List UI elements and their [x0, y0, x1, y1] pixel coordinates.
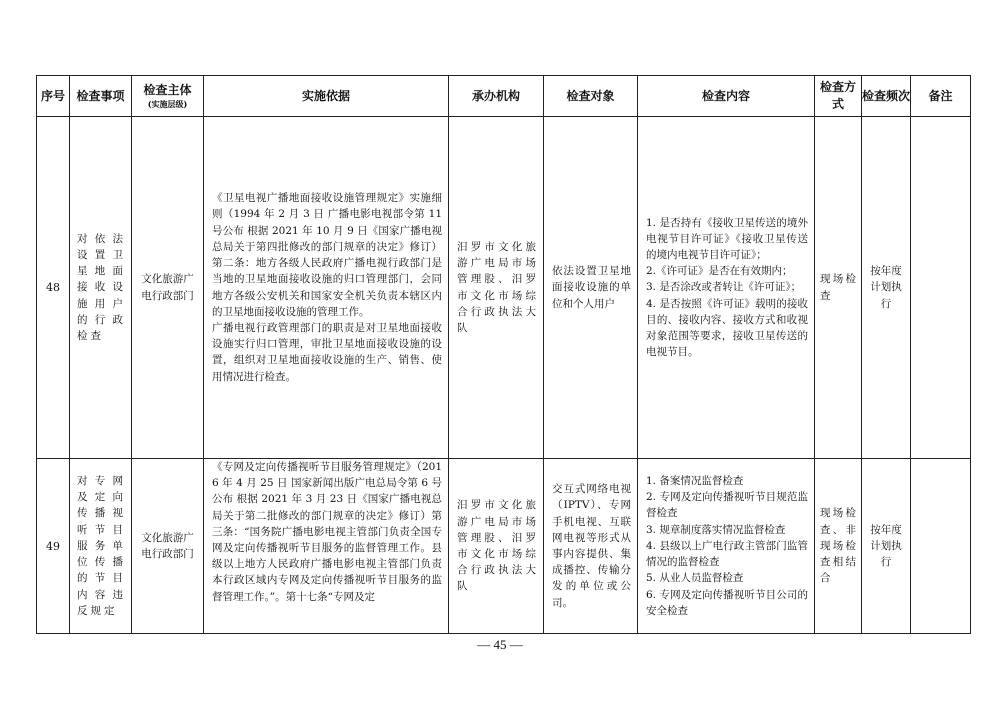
header-method: 检查方式: [815, 76, 862, 117]
header-freq: 检查频次: [862, 76, 911, 117]
page-number: — 45 —: [477, 637, 523, 652]
header-subject: [132, 76, 204, 117]
inspection-table: [36, 75, 971, 634]
cell-freq: 按年度计划执行: [862, 459, 911, 634]
cell-object: 交互式网络电视（IPTV）、专网手机电视、互联网电视等形式从事内容提供、集成播控、传输分发的单位或公司。: [544, 459, 638, 634]
cell-object: 依法设置卫星地面接收设施的单位和个人用户: [544, 117, 638, 459]
cell-item: 对专网及定向传播视听节目服务单位传播的节目内容违反规定: [70, 459, 132, 634]
header-subject-label: 检查主体: [143, 83, 192, 97]
cell-remark: [911, 117, 971, 459]
header-seq: 序号: [37, 76, 70, 117]
header-remark: 备注: [911, 76, 971, 117]
table-row: [37, 459, 971, 634]
cell-method: 现场检查、非现场检查相结合: [815, 459, 862, 634]
header-row: [37, 76, 971, 117]
cell-seq: 49: [37, 459, 70, 634]
header-item: 检查事项: [70, 76, 132, 117]
cell-item: 对依法设置卫星地面接收设施用户的行政检查: [70, 117, 132, 459]
cell-freq: 按年度计划执行: [862, 117, 911, 459]
table-row: [37, 117, 971, 459]
header-org: 承办机构: [449, 76, 544, 117]
cell-org: 汨罗市文化旅游广电局市场管理股、汨罗市文化市场综合行政执法大队: [449, 117, 544, 459]
header-content: 检查内容: [638, 76, 815, 117]
cell-content: 1. 是否持有《接收卫星传送的境外电视节目许可证》《接收卫星传送的境内电视节目许可证》； 2.《许可证》是否在有效期内； 3. 是否涂改或者转让《许可证》； 4. 是否按照《许可证》载明的接收目的、接收内容、接收方式和收视对象范围等要求，接收卫星传送的电视节目。: [638, 117, 815, 459]
cell-basis: 《卫星电视广播地面接收设施管理规定》实施细则（1994 年 2 月 3 日 广播电影电视部令第 11 号公布 根据 2021 年 10 月 9 日《国家广播电视总局关于第四批修改的部门规章的决定》修订）第二条：地方各级人民政府广播电视行政部门是当地的卫星地面接收设施的归口管理部门，会同地方各级公安机关和国家安全机关负责本辖区内的卫星地面接收设施的管理工作。 广播电视行政管理部门的职责是对卫星地面接收设施实行归口管理，审批卫星地面接收设施的设置，组织对卫星地面接收设施的生产、销售、使用情况进行检查。: [204, 117, 449, 459]
cell-remark: [911, 459, 971, 634]
header-subject-note: (实施层级): [147, 99, 188, 109]
cell-subject: 文化旅游广电行政部门: [132, 459, 204, 634]
cell-basis: 《专网及定向传播视听节目服务管理规定》（2016 年 4 月 25 日 国家新闻出版广电总局令第 6 号公布 根据 2021 年 3 月 23 日《国家广播电视总局关于第二批修改的部门规章的决定》修订）第三条：“国务院广播电影电视主管部门负责全国专网及定向传播视听节目服务的监督管理工作。县级以上地方人民政府广播电影电视主管部门负责本行政区域内专网及定向传播视听节目服务的监督管理工作。”。第十七条“专网及定: [204, 459, 449, 634]
cell-content: 1. 备案情况监督检查 2. 专网及定向传播视听节目规范监督检查 3. 规章制度落实情况监督检查 4. 县级以上广电行政主管部门监管情况的监督检查 5. 从业人员监督检查 6. 专网及定向传播视听节目公司的安全检查: [638, 459, 815, 634]
cell-method: 现场检查: [815, 117, 862, 459]
header-object: 检查对象: [544, 76, 638, 117]
cell-subject: 文化旅游广电行政部门: [132, 117, 204, 459]
header-basis: 实施依据: [204, 76, 449, 117]
cell-seq: 48: [37, 117, 70, 459]
cell-org: 汨罗市文化旅游广电局市场管理股、汨罗市文化市场综合行政执法大队: [449, 459, 544, 634]
